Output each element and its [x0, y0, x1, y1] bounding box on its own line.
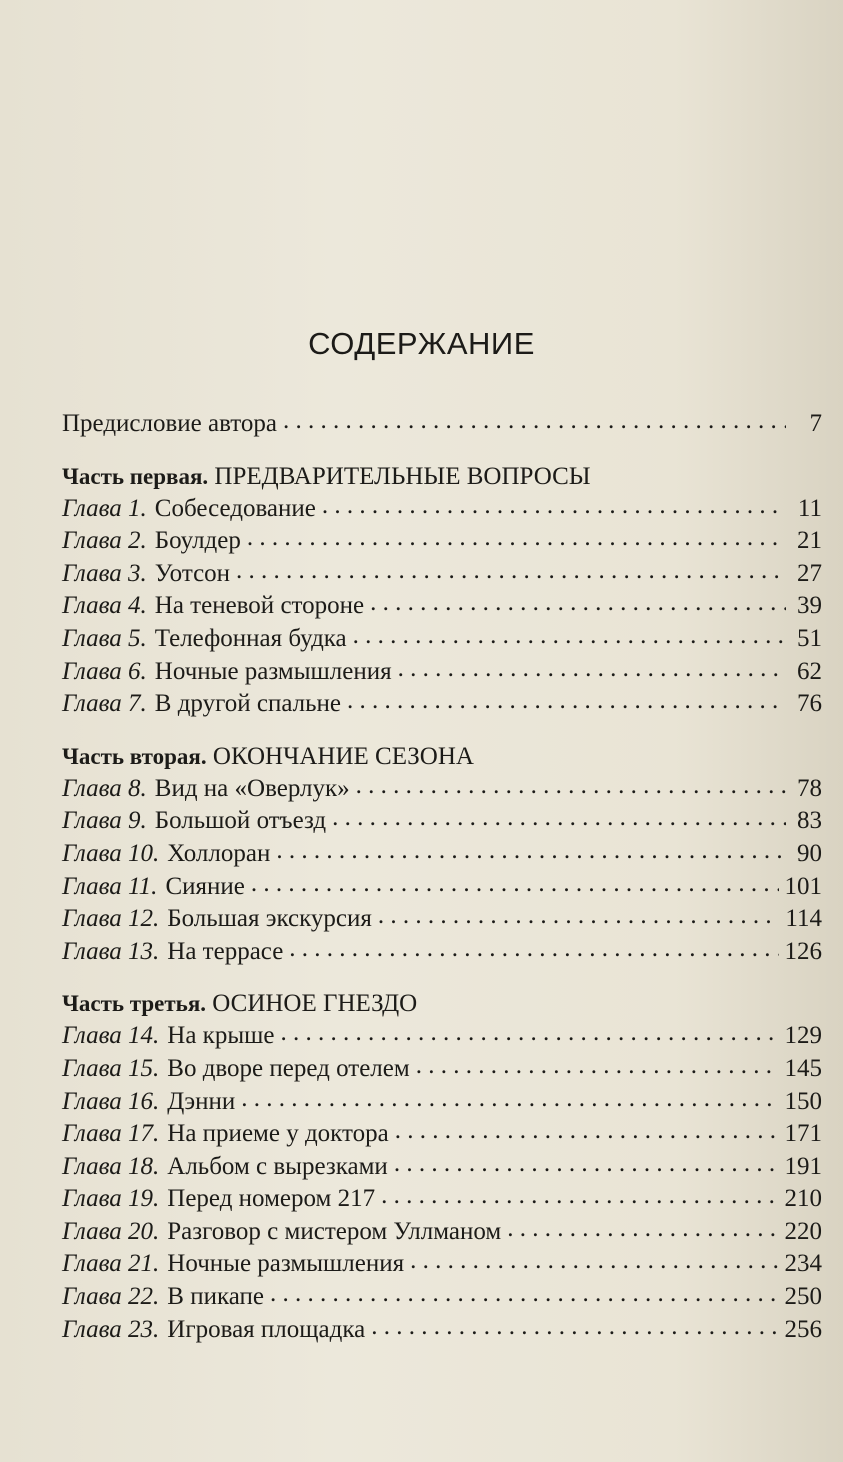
chapter-title: Холлоран — [167, 839, 271, 867]
toc-entry — [62, 1020, 822, 1053]
page-number: 256 — [784, 1315, 822, 1343]
page-number: 210 — [784, 1185, 822, 1213]
chapter-title: Игровая площадка — [167, 1315, 366, 1343]
dot-leader — [507, 1213, 778, 1246]
chapter-title: Перед номером 217 — [167, 1185, 376, 1213]
chapter-number: Глава 23. — [62, 1315, 160, 1343]
chapter-number: Глава 9. — [62, 807, 147, 835]
dot-leader — [347, 685, 786, 718]
chapter-title: На теневой стороне — [154, 592, 365, 620]
chapter-title: Во дворе перед отелем — [167, 1054, 410, 1082]
chapter-number: Глава 16. — [62, 1087, 160, 1115]
part-heading — [62, 460, 822, 493]
chapter-title: Большая экскурсия — [167, 905, 372, 933]
chapter-title: На крыше — [167, 1022, 275, 1050]
chapter-number: Глава 8. — [62, 774, 147, 802]
toc-entry — [62, 903, 822, 936]
chapter-number: Глава 12. — [62, 905, 160, 933]
toc-entry — [62, 493, 822, 526]
part-label: Часть третья. — [62, 991, 207, 1017]
dot-leader — [381, 1180, 778, 1213]
page-number: 150 — [784, 1087, 822, 1115]
dot-leader — [356, 770, 786, 803]
page-number: 11 — [797, 494, 822, 522]
toc-entry — [62, 1183, 822, 1216]
chapter-number: Глава 6. — [62, 657, 147, 685]
toc-entry — [62, 805, 822, 838]
dot-leader — [394, 1148, 779, 1181]
page-number: 51 — [797, 624, 822, 652]
page-number: 220 — [784, 1217, 822, 1245]
chapter-number: Глава 3. — [62, 559, 147, 587]
chapter-number: Глава 18. — [62, 1152, 160, 1180]
chapter-number: Глава 19. — [62, 1185, 160, 1213]
chapter-number: Глава 10. — [62, 839, 160, 867]
page-number: 114 — [785, 905, 822, 933]
parts-list — [62, 460, 822, 1347]
toc-entry — [62, 1314, 822, 1347]
chapter-title: На приеме у доктора — [167, 1120, 389, 1148]
toc-entry — [62, 1151, 822, 1184]
dot-leader — [236, 555, 786, 588]
chapter-title: Сияние — [165, 872, 245, 900]
toc-entry — [62, 1118, 822, 1151]
page-title: СОДЕРЖАНИЕ — [308, 326, 535, 361]
page-number: 250 — [784, 1283, 822, 1311]
part-heading — [62, 987, 822, 1020]
toc-entry — [62, 1281, 822, 1314]
dot-leader — [241, 1083, 778, 1116]
toc-entry — [62, 656, 822, 689]
dot-leader — [251, 868, 779, 901]
toc-entry — [62, 623, 822, 656]
page-number: 129 — [784, 1022, 822, 1050]
toc-entry — [62, 525, 822, 558]
chapter-number: Глава 1. — [62, 494, 147, 522]
page-number: 126 — [784, 937, 822, 965]
toc-entry — [62, 590, 822, 623]
part-heading — [62, 740, 822, 773]
chapter-number: Глава 22. — [62, 1283, 160, 1311]
page-number: 21 — [797, 527, 822, 555]
page-number: 62 — [797, 657, 822, 685]
part-label: Часть первая. — [62, 463, 209, 489]
chapter-title: Дэнни — [167, 1087, 236, 1115]
page-number: 191 — [784, 1152, 822, 1180]
page-number: 101 — [784, 872, 822, 900]
dot-leader — [280, 1017, 778, 1050]
toc-entry — [62, 558, 822, 591]
chapter-number: Глава 20. — [62, 1217, 160, 1245]
chapter-title: На террасе — [167, 937, 284, 965]
dot-leader — [353, 620, 786, 653]
chapter-number: Глава 7. — [62, 690, 147, 718]
toc-entry — [62, 1053, 822, 1086]
page-number: 27 — [797, 559, 822, 587]
toc-entry — [62, 936, 822, 969]
dot-leader — [283, 405, 786, 438]
dot-leader — [371, 1311, 778, 1344]
table-of-contents — [62, 408, 822, 1346]
chapter-number: Глава 5. — [62, 624, 147, 652]
toc-entry — [62, 688, 822, 721]
part-name: ПРЕДВАРИТЕЛЬНЫЕ ВОПРОСЫ — [214, 462, 591, 490]
toc-entry — [62, 773, 822, 806]
page-number: 7 — [809, 410, 822, 437]
chapter-title: Боулдер — [154, 527, 241, 555]
chapter-title: Телефонная будка — [154, 624, 347, 652]
chapter-number: Глава 17. — [62, 1120, 160, 1148]
chapter-number: Глава 14. — [62, 1022, 160, 1050]
toc-entry-preface — [62, 408, 822, 441]
chapter-number: Глава 21. — [62, 1250, 160, 1278]
chapter-title: Большой отъезд — [154, 807, 327, 835]
page-number: 145 — [784, 1054, 822, 1082]
dot-leader — [276, 835, 786, 868]
page-number: 39 — [797, 592, 822, 620]
dot-leader — [289, 933, 778, 966]
dot-leader — [395, 1115, 779, 1148]
chapter-title: Уотсон — [154, 559, 231, 587]
page-number: 234 — [784, 1250, 822, 1278]
chapter-number: Глава 15. — [62, 1054, 160, 1082]
part-label: Часть вторая. — [62, 743, 207, 769]
chapter-title: В другой спальне — [154, 690, 341, 718]
toc-entry — [62, 838, 822, 871]
page-number: 90 — [797, 839, 822, 867]
chapter-title: Вид на «Оверлук» — [154, 774, 350, 802]
preface-title: Предисловие автора — [62, 410, 277, 437]
part-name: ОСИНОЕ ГНЕЗДО — [212, 990, 418, 1018]
dot-leader — [378, 900, 780, 933]
dot-leader — [398, 653, 786, 686]
chapter-number: Глава 4. — [62, 592, 147, 620]
page-number: 76 — [797, 690, 822, 718]
chapter-title: Собеседование — [154, 494, 316, 522]
toc-entry — [62, 871, 822, 904]
chapter-number: Глава 13. — [62, 937, 160, 965]
page-number: 78 — [797, 774, 822, 802]
dot-leader — [410, 1245, 778, 1278]
page-number: 171 — [784, 1120, 822, 1148]
toc-entry — [62, 1216, 822, 1249]
chapter-title: Разговор с мистером Уллманом — [167, 1217, 502, 1245]
dot-leader — [416, 1050, 779, 1083]
dot-leader — [370, 587, 786, 620]
dot-leader — [332, 802, 786, 835]
page-number: 83 — [797, 807, 822, 835]
dot-leader — [247, 522, 786, 555]
dot-leader — [270, 1278, 779, 1311]
part-name: ОКОНЧАНИЕ СЕЗОНА — [212, 742, 474, 770]
chapter-title: Ночные размышления — [167, 1250, 405, 1278]
chapter-title: В пикапе — [167, 1283, 264, 1311]
chapter-number: Глава 2. — [62, 527, 147, 555]
dot-leader — [322, 490, 786, 523]
toc-entry — [62, 1086, 822, 1119]
toc-entry — [62, 1248, 822, 1281]
chapter-title: Альбом с вырезками — [167, 1152, 388, 1180]
chapter-title: Ночные размышления — [154, 657, 392, 685]
chapter-number: Глава 11. — [62, 872, 158, 900]
